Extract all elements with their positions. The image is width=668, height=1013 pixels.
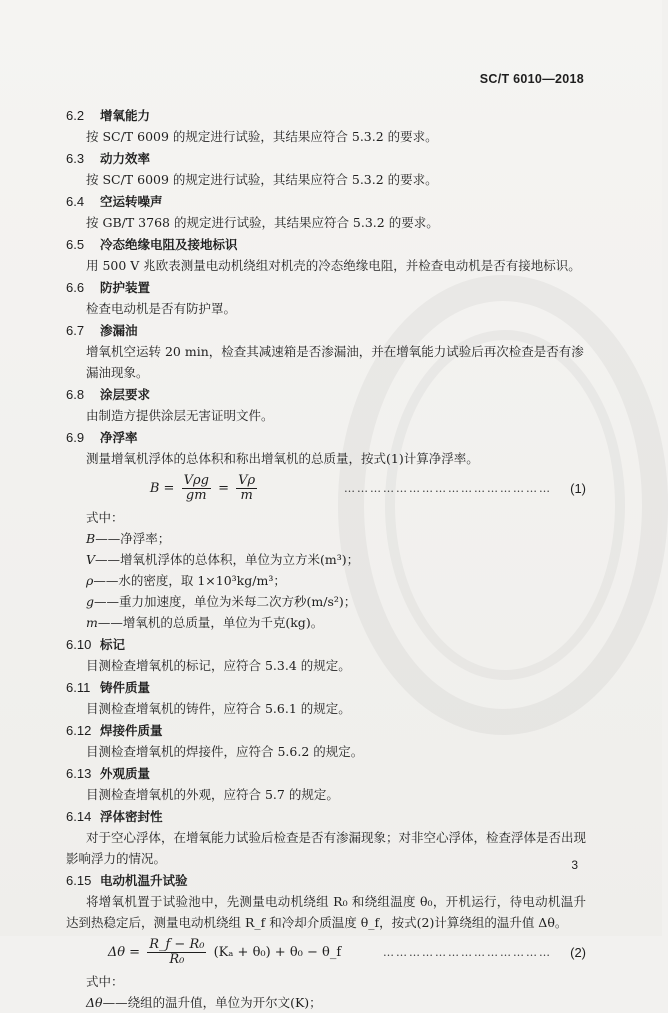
section-body: 按 SC/T 6009 的规定进行试验，其结果应符合 5.3.2 的要求。 bbox=[86, 129, 438, 144]
section-body: 增氧机空运转 20 min，检查其减速箱是否渗漏油，并在增氧能力试验后再次检查是否有渗漏油现象。 bbox=[86, 344, 584, 380]
section-number: 6.9 bbox=[66, 430, 85, 445]
definition-symbol: ρ bbox=[86, 573, 94, 588]
section-heading bbox=[66, 106, 586, 126]
section-title: 冷态绝缘电阻及接地标识 bbox=[100, 237, 238, 252]
section-title: 焊接件质量 bbox=[100, 723, 163, 738]
formula-1-lhs: B = bbox=[149, 480, 175, 496]
section-number: 6.8 bbox=[66, 387, 85, 402]
formula-2-rest: (Kₐ + θ₀) + θ₀ − θ_f bbox=[213, 944, 342, 960]
formula-2-number: (2) bbox=[570, 944, 586, 960]
section-body: 由制造方提供涂层无害证明文件。 bbox=[86, 408, 274, 423]
definition-text: ——增氧机的总质量，单位为千克(kg)。 bbox=[97, 615, 324, 630]
section-heading bbox=[66, 192, 586, 212]
definition-text: ——增氧机浮体的总体积，单位为立方米(m³)； bbox=[95, 552, 360, 567]
formula-1-fraction-b: $\frac{V\rho}{m}$ bbox=[238, 472, 256, 503]
formula-1-number: (1) bbox=[570, 480, 586, 496]
section-number: 6.13 bbox=[66, 766, 92, 781]
section-body: 目测检查增氧机的焊接件，应符合 5.6.2 的规定。 bbox=[86, 744, 364, 759]
formula-2 bbox=[66, 935, 586, 969]
formula-1-fraction-a: $\frac{\text{Vρg}}{gm}$ bbox=[183, 472, 209, 503]
section-heading bbox=[66, 678, 586, 698]
section-heading bbox=[66, 428, 586, 448]
section-number: 6.11 bbox=[66, 680, 91, 695]
page-number: 3 bbox=[571, 858, 578, 872]
section-heading bbox=[66, 321, 586, 341]
formula-1: B = $\frac{\text{Vρg}}{gm}$ = $\frac{V\rho}{m}$ ………………………………………… (1) bbox=[149, 472, 586, 503]
section-number: 6.2 bbox=[66, 108, 85, 123]
definition-item bbox=[66, 612, 586, 633]
definition-symbol: Δθ bbox=[86, 995, 103, 1010]
section-heading: 6.14 浮体密封性 bbox=[66, 809, 163, 824]
section-title: 增氧能力 bbox=[100, 108, 151, 123]
section-title: 铸件质量 bbox=[100, 680, 151, 695]
definition-item bbox=[66, 591, 586, 612]
formula-2-fraction: $\frac{\text{R\_f − R₀}}{\text{R₀}}$ bbox=[149, 936, 205, 967]
section-body: 对于空心浮体，在增氧能力试验后检查是否有渗漏现象；对非空心浮体，检查浮体是否出现影响浮力的情况。 bbox=[66, 830, 587, 866]
section-number: 6.7 bbox=[66, 323, 85, 338]
definition-text: ——净浮率； bbox=[95, 531, 171, 546]
where-label-1: 式中： bbox=[86, 510, 124, 525]
section-title: 外观质量 bbox=[100, 766, 151, 781]
section-body: 将增氧机置于试验池中，先测量电动机绕组 R₀ 和绕组温度 θ₀，开机运行，待电动机温升达到热稳定后，测量电动机绕组 R_f 和冷却介质温度 θ_f，按式(2)计算绕组的温升值 Δθ。 bbox=[66, 894, 586, 930]
section-heading bbox=[66, 764, 586, 784]
section-title: 动力效率 bbox=[100, 151, 151, 166]
definition-text: ——水的密度，取 1×10³kg/m³； bbox=[93, 573, 286, 588]
section-title: 标记 bbox=[100, 637, 126, 652]
document-body bbox=[66, 104, 586, 1013]
definitions-2 bbox=[66, 992, 586, 1013]
sections-6-10-to-6-13 bbox=[66, 635, 586, 805]
section-number: 6.6 bbox=[66, 280, 85, 295]
section-title: 净浮率 bbox=[100, 430, 138, 445]
section-body: 目测检查增氧机的标记，应符合 5.3.4 的规定。 bbox=[86, 658, 351, 673]
definition-text: ——绕组的温升值，单位为开尔文(K)； bbox=[102, 995, 322, 1010]
standard-number: SC/T 6010—2018 bbox=[479, 72, 584, 86]
section-body: 按 GB/T 3768 的规定进行试验，其结果应符合 5.3.2 的要求。 bbox=[86, 215, 439, 230]
definition-item bbox=[66, 549, 586, 570]
formula-2-lhs: Δθ = bbox=[107, 944, 141, 960]
definition-item bbox=[66, 528, 586, 549]
section-heading: 6.15 电动机温升试验 bbox=[66, 873, 188, 888]
definition-item bbox=[66, 570, 586, 591]
section-body: 检查电动机是否有防护罩。 bbox=[86, 301, 237, 316]
section-heading bbox=[66, 635, 586, 655]
section-heading bbox=[66, 385, 586, 405]
definition-symbol: m bbox=[86, 615, 98, 630]
section-heading bbox=[66, 149, 586, 169]
section-body: 目测检查增氧机的外观，应符合 5.7 的规定。 bbox=[86, 787, 339, 802]
section-body: 测量增氧机浮体的总体积和称出增氧机的总质量，按式(1)计算净浮率。 bbox=[86, 451, 479, 466]
section-title: 渗漏油 bbox=[100, 323, 138, 338]
where-label-2: 式中： bbox=[86, 974, 124, 989]
section-body: 按 SC/T 6009 的规定进行试验，其结果应符合 5.3.2 的要求。 bbox=[86, 172, 438, 187]
formula-2-leader: ………………………………… bbox=[383, 945, 552, 959]
section-heading bbox=[66, 278, 586, 298]
section-heading bbox=[66, 235, 586, 255]
definition-symbol: V bbox=[86, 552, 96, 567]
sections-6-2-to-6-9 bbox=[66, 106, 586, 469]
definition-text: ——重力加速度，单位为米每二次方秒(m/s²)； bbox=[94, 594, 357, 609]
section-title: 涂层要求 bbox=[100, 387, 151, 402]
definition-item bbox=[66, 992, 586, 1013]
section-heading bbox=[66, 721, 586, 741]
section-number: 6.10 bbox=[66, 637, 92, 652]
section-number: 6.3 bbox=[66, 151, 85, 166]
section-number: 6.12 bbox=[66, 723, 92, 738]
definition-symbol: B bbox=[86, 531, 96, 546]
formula-1-leader: ………………………………………… bbox=[344, 481, 552, 495]
section-body: 用 500 V 兆欧表测量电动机绕组对机壳的冷态绝缘电阻，并检查电动机是否有接地标识。 bbox=[86, 258, 581, 273]
section-number: 6.5 bbox=[66, 237, 85, 252]
section-title: 空运转噪声 bbox=[100, 194, 163, 209]
section-body: 目测检查增氧机的铸件，应符合 5.6.1 的规定。 bbox=[86, 701, 351, 716]
section-number: 6.4 bbox=[66, 194, 85, 209]
section-title: 防护装置 bbox=[100, 280, 151, 295]
definitions-1 bbox=[66, 528, 586, 633]
definition-symbol: g bbox=[86, 594, 95, 609]
